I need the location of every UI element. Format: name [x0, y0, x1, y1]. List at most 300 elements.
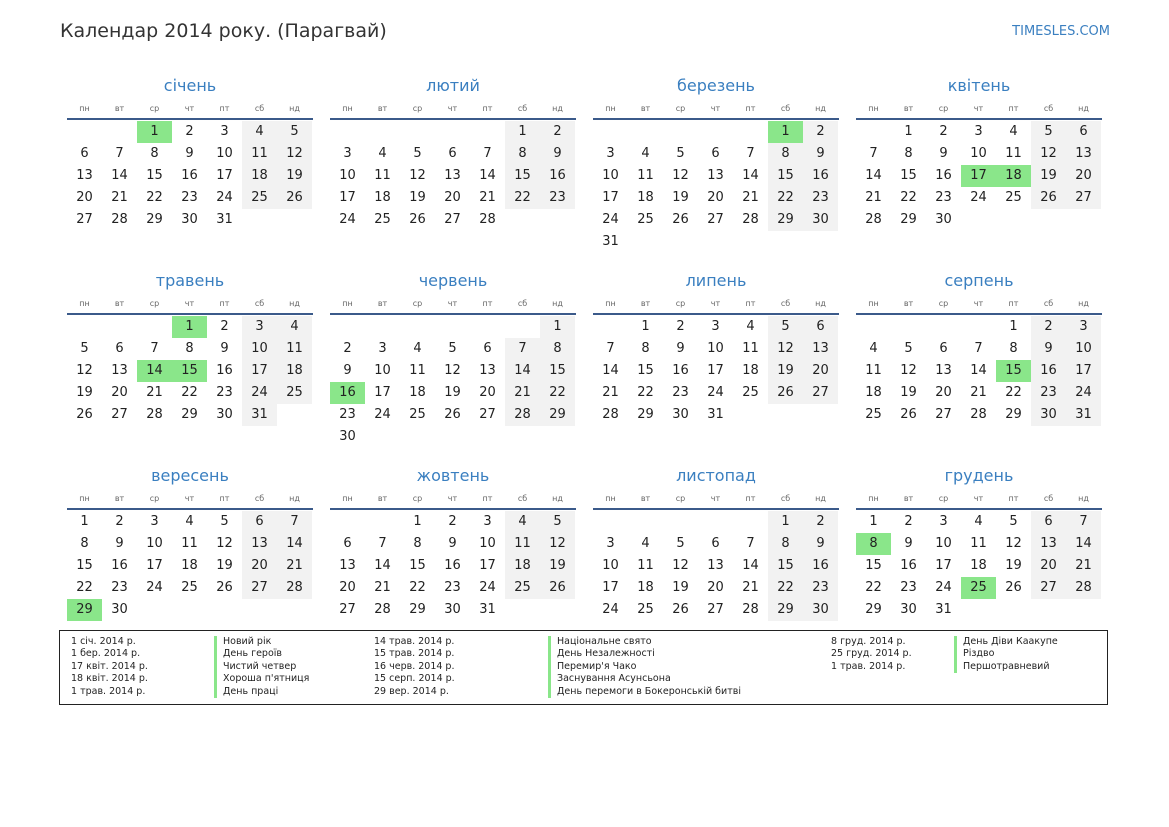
day-cell: 23 — [540, 187, 575, 209]
day-cell: 1 — [505, 121, 540, 143]
empty-cell — [470, 121, 505, 143]
month-2 — [330, 74, 576, 241]
weekday-label: чт — [973, 494, 984, 503]
day-cell: 12 — [216, 536, 233, 551]
day-cell: 4 — [746, 319, 755, 334]
day-cell: 14 — [602, 363, 619, 378]
day-cell: 5 — [768, 316, 803, 338]
day-cell: 23 — [216, 385, 233, 400]
weekday-label: вт — [114, 494, 125, 503]
day-cell: 10 — [602, 558, 619, 573]
day-cell: 28 — [742, 212, 759, 227]
day-cell: 14 — [865, 168, 882, 183]
day-cell: 19 — [540, 555, 575, 577]
day-cell: 18 — [277, 360, 312, 382]
empty-cell — [856, 121, 891, 143]
day-cell: 18 — [865, 385, 882, 400]
day-cell: 29 — [768, 599, 803, 621]
day-cell: 18 — [742, 363, 759, 378]
day-cell: 8 — [768, 533, 803, 555]
day-cell: 21 — [742, 580, 759, 595]
weekday-label: сб — [780, 494, 791, 503]
weekday-label: чт — [973, 299, 984, 308]
day-cell: 3 — [974, 124, 983, 139]
empty-cell — [330, 121, 365, 143]
day-cell: 3 — [150, 514, 159, 529]
legend-date: 1 бер. 2014 р. — [71, 648, 141, 660]
weekday-header — [593, 492, 839, 506]
day-cell: 18 — [374, 190, 391, 205]
day-cell: 4 — [641, 146, 650, 161]
weekday-label: ср — [675, 299, 686, 308]
header-divider — [593, 313, 839, 315]
weekday-label: ср — [412, 494, 423, 503]
day-cell: 19 — [277, 165, 312, 187]
day-cell: 4 — [277, 316, 312, 338]
day-cell: 22 — [409, 580, 426, 595]
day-cell: 9 — [939, 146, 948, 161]
day-cell: 19 — [216, 558, 233, 573]
weekday-label: пн — [342, 299, 353, 308]
weekday-label: вт — [640, 299, 651, 308]
legend-holiday-name: Заснування Асунсьона — [557, 673, 671, 685]
weekday-label: вт — [903, 104, 914, 113]
day-cell: 5 — [80, 341, 89, 356]
empty-cell — [628, 121, 663, 143]
day-cell: 21 — [111, 190, 128, 205]
day-cell: 6 — [939, 341, 948, 356]
day-cell: 31 — [935, 602, 952, 617]
day-cell: 27 — [444, 212, 461, 227]
empty-cell — [365, 121, 400, 143]
legend-dates-column — [831, 636, 971, 673]
weekday-label: нд — [289, 104, 300, 113]
day-cell: 20 — [444, 190, 461, 205]
header-divider — [593, 118, 839, 120]
header-divider — [330, 118, 576, 120]
day-cell: 29 — [865, 602, 882, 617]
month-7 — [593, 269, 839, 436]
day-cell: 6 — [80, 146, 89, 161]
day-cell: 13 — [479, 363, 496, 378]
day-cell: 24 — [146, 580, 163, 595]
month-name: січень — [163, 76, 217, 95]
day-cell: 12 — [1031, 143, 1066, 165]
weekday-label: нд — [289, 494, 300, 503]
day-cell: 14 — [479, 168, 496, 183]
day-cell: 6 — [1066, 121, 1101, 143]
month-name: квітень — [947, 76, 1011, 95]
day-cell: 16 — [900, 558, 917, 573]
day-cell: 1 — [768, 511, 803, 533]
day-cell: 21 — [742, 190, 759, 205]
legend-holiday-name: Чистий четвер — [223, 660, 297, 672]
day-cell: 19 — [900, 385, 917, 400]
month-name: травень — [155, 271, 225, 290]
weekday-label: пт — [1008, 299, 1019, 308]
legend-date: 17 квіт. 2014 р. — [71, 660, 148, 672]
day-cell: 15 — [146, 168, 163, 183]
day-cell: 20 — [339, 580, 356, 595]
day-cell: 23 — [1031, 382, 1066, 404]
header-divider — [330, 313, 576, 315]
day-cell: 11 — [637, 168, 654, 183]
day-grid — [330, 511, 576, 621]
day-cell: 7 — [746, 146, 755, 161]
day-cell: 15 — [76, 558, 93, 573]
day-cell: 23 — [111, 580, 128, 595]
day-cell: 17 — [146, 558, 163, 573]
day-grid — [593, 316, 839, 426]
legend-dates-column — [71, 636, 211, 698]
weekday-label: ср — [938, 104, 949, 113]
weekday-label: сб — [517, 104, 528, 113]
day-cell: 9 — [115, 536, 124, 551]
day-cell: 5 — [540, 511, 575, 533]
day-grid — [330, 316, 576, 448]
day-cell: 23 — [935, 190, 952, 205]
weekday-header — [67, 492, 313, 506]
weekday-label: пн — [605, 299, 616, 308]
weekday-label: вт — [640, 494, 651, 503]
empty-cell — [663, 121, 698, 143]
weekday-label: ср — [938, 494, 949, 503]
day-cell: 29 — [637, 407, 654, 422]
day-cell: 25 — [1005, 190, 1022, 205]
day-cell: 7 — [1066, 511, 1101, 533]
day-cell: 12 — [1005, 536, 1022, 551]
day-cell: 6 — [711, 146, 720, 161]
weekday-label: сб — [780, 299, 791, 308]
weekday-label: сб — [1043, 299, 1054, 308]
day-cell: 27 — [111, 407, 128, 422]
day-cell: 22 — [1005, 385, 1022, 400]
day-cell: 26 — [444, 407, 461, 422]
day-cell: 26 — [277, 187, 312, 209]
empty-cell — [102, 316, 137, 338]
day-grid — [330, 121, 576, 231]
day-cell: 29 — [540, 404, 575, 426]
day-cell: 20 — [935, 385, 952, 400]
empty-cell — [102, 121, 137, 143]
day-cell: 26 — [216, 580, 233, 595]
day-cell: 24 — [1066, 382, 1101, 404]
legend-holiday-name: День героїв — [223, 648, 283, 660]
day-cell: 29 — [768, 209, 803, 231]
day-cell: 17 — [602, 580, 619, 595]
day-cell: 27 — [707, 602, 724, 617]
day-cell: 11 — [409, 363, 426, 378]
weekday-label: вт — [114, 299, 125, 308]
day-cell: 2 — [803, 121, 838, 143]
legend-holiday-name: День Незалежності — [557, 648, 655, 660]
empty-cell — [137, 316, 172, 338]
empty-cell — [400, 121, 435, 143]
empty-cell — [593, 121, 628, 143]
day-cell: 5 — [1009, 514, 1018, 529]
legend-holiday-name: Національне свято — [557, 636, 652, 647]
day-cell: 11 — [505, 533, 540, 555]
day-cell: 14 — [1066, 533, 1101, 555]
weekday-label: вт — [640, 104, 651, 113]
day-cell: 12 — [672, 558, 689, 573]
day-cell: 26 — [76, 407, 93, 422]
day-cell: 18 — [970, 558, 987, 573]
day-cell: 16 — [181, 168, 198, 183]
day-cell: 14 — [505, 360, 540, 382]
day-cell: 3 — [378, 341, 387, 356]
weekday-header — [856, 492, 1102, 506]
day-cell: 7 — [378, 536, 387, 551]
month-3 — [593, 74, 839, 249]
day-cell: 6 — [483, 341, 492, 356]
month-11 — [593, 464, 839, 631]
day-grid — [67, 511, 313, 621]
empty-cell — [961, 316, 996, 338]
weekday-label: пн — [605, 494, 616, 503]
day-cell: 18 — [637, 190, 654, 205]
legend-holiday-name: Першотравневий — [963, 660, 1050, 672]
day-cell: 12 — [768, 338, 803, 360]
day-cell: 25 — [409, 407, 426, 422]
day-cell: 26 — [1031, 187, 1066, 209]
day-cell: 20 — [76, 190, 93, 205]
day-grid — [67, 121, 313, 231]
holiday-day: 29 — [67, 599, 102, 621]
empty-cell — [733, 511, 768, 533]
day-cell: 16 — [935, 168, 952, 183]
legend-date: 8 груд. 2014 р. — [831, 636, 906, 647]
page-title: Календар 2014 року. (Парагвай) — [60, 20, 387, 42]
day-cell: 6 — [803, 316, 838, 338]
day-cell: 9 — [803, 143, 838, 165]
empty-cell — [365, 511, 400, 533]
day-cell: 28 — [970, 407, 987, 422]
weekday-label: чт — [184, 299, 195, 308]
weekday-label: вт — [903, 494, 914, 503]
day-grid — [856, 316, 1102, 426]
day-cell: 11 — [865, 363, 882, 378]
header-divider — [856, 313, 1102, 315]
day-cell: 22 — [865, 580, 882, 595]
holiday-day: 1 — [172, 316, 207, 338]
day-cell: 28 — [111, 212, 128, 227]
weekday-label: пт — [219, 494, 230, 503]
empty-cell — [330, 511, 365, 533]
day-cell: 6 — [1031, 511, 1066, 533]
day-cell: 12 — [900, 363, 917, 378]
day-cell: 24 — [339, 212, 356, 227]
day-cell: 20 — [1031, 555, 1066, 577]
day-cell: 9 — [1031, 338, 1066, 360]
weekday-label: ср — [675, 494, 686, 503]
legend-holiday-name: Хороша п'ятниця — [223, 673, 310, 685]
day-cell: 15 — [768, 165, 803, 187]
day-cell: 16 — [444, 558, 461, 573]
day-cell: 9 — [803, 533, 838, 555]
day-cell: 22 — [540, 382, 575, 404]
day-cell: 30 — [111, 602, 128, 617]
day-cell: 3 — [606, 146, 615, 161]
day-cell: 28 — [602, 407, 619, 422]
weekday-header — [330, 492, 576, 506]
day-cell: 25 — [637, 602, 654, 617]
day-cell: 17 — [216, 168, 233, 183]
empty-cell — [628, 511, 663, 533]
day-cell: 12 — [277, 143, 312, 165]
day-cell: 16 — [672, 363, 689, 378]
weekday-label: сб — [1043, 104, 1054, 113]
empty-cell — [470, 316, 505, 338]
day-cell: 22 — [76, 580, 93, 595]
day-cell: 7 — [115, 146, 124, 161]
day-cell: 6 — [343, 536, 352, 551]
day-cell: 15 — [505, 165, 540, 187]
weekday-header — [67, 297, 313, 311]
weekday-label: пн — [79, 299, 90, 308]
day-cell: 21 — [374, 580, 391, 595]
day-cell: 5 — [676, 536, 685, 551]
day-cell: 18 — [242, 165, 277, 187]
month-name: лютий — [426, 76, 480, 95]
empty-cell — [67, 316, 102, 338]
day-cell: 3 — [343, 146, 352, 161]
day-cell: 25 — [505, 577, 540, 599]
day-cell: 16 — [540, 165, 575, 187]
day-cell: 29 — [409, 602, 426, 617]
empty-cell — [891, 316, 926, 338]
day-cell: 19 — [672, 580, 689, 595]
weekday-label: пт — [482, 299, 493, 308]
day-cell: 24 — [374, 407, 391, 422]
day-cell: 22 — [505, 187, 540, 209]
day-cell: 22 — [637, 385, 654, 400]
month-12 — [856, 464, 1102, 631]
day-cell: 11 — [277, 338, 312, 360]
day-cell: 16 — [803, 165, 838, 187]
day-cell: 17 — [374, 385, 391, 400]
weekday-label: пн — [868, 299, 879, 308]
header-divider — [330, 508, 576, 510]
weekday-label: пт — [482, 494, 493, 503]
day-cell: 15 — [865, 558, 882, 573]
weekday-label: ср — [412, 299, 423, 308]
day-cell: 2 — [540, 121, 575, 143]
day-cell: 5 — [1031, 121, 1066, 143]
day-cell: 26 — [672, 212, 689, 227]
day-cell: 7 — [150, 341, 159, 356]
day-cell: 21 — [1066, 555, 1101, 577]
day-cell: 5 — [448, 341, 457, 356]
empty-cell — [593, 511, 628, 533]
month-name: березень — [677, 76, 755, 95]
day-cell: 2 — [343, 341, 352, 356]
day-cell: 12 — [409, 168, 426, 183]
day-cell: 25 — [374, 212, 391, 227]
weekday-label: сб — [254, 104, 265, 113]
day-cell: 10 — [242, 338, 277, 360]
day-cell: 13 — [707, 558, 724, 573]
day-cell: 10 — [479, 536, 496, 551]
weekday-label: чт — [447, 494, 458, 503]
day-cell: 2 — [448, 514, 457, 529]
day-cell: 28 — [374, 602, 391, 617]
day-cell: 28 — [1066, 577, 1101, 599]
day-cell: 31 — [707, 407, 724, 422]
day-cell: 4 — [378, 146, 387, 161]
day-cell: 1 — [540, 316, 575, 338]
day-cell: 8 — [185, 341, 194, 356]
day-cell: 13 — [1031, 533, 1066, 555]
day-cell: 4 — [413, 341, 422, 356]
day-cell: 28 — [277, 577, 312, 599]
holiday-day: 8 — [856, 533, 891, 555]
day-cell: 27 — [803, 382, 838, 404]
day-grid — [856, 121, 1102, 231]
day-cell: 1 — [1009, 319, 1018, 334]
day-cell: 7 — [505, 338, 540, 360]
legend-names-column — [214, 636, 309, 698]
weekday-label: пт — [1008, 494, 1019, 503]
site-link[interactable]: TIMESLES.COM — [1012, 24, 1110, 39]
weekday-label: пн — [342, 104, 353, 113]
day-cell: 2 — [185, 124, 194, 139]
header-divider — [856, 118, 1102, 120]
day-cell: 2 — [939, 124, 948, 139]
day-cell: 5 — [220, 514, 229, 529]
weekday-label: нд — [552, 299, 563, 308]
day-cell: 4 — [641, 536, 650, 551]
weekday-label: нд — [815, 299, 826, 308]
day-cell: 12 — [672, 168, 689, 183]
holiday-day: 14 — [137, 360, 172, 382]
day-cell: 2 — [676, 319, 685, 334]
day-cell: 7 — [746, 536, 755, 551]
month-name: серпень — [944, 271, 1014, 290]
day-cell: 31 — [216, 212, 233, 227]
weekday-label: нд — [552, 104, 563, 113]
day-cell: 9 — [220, 341, 229, 356]
day-cell: 8 — [1009, 341, 1018, 356]
day-cell: 24 — [602, 602, 619, 617]
day-cell: 16 — [803, 555, 838, 577]
day-cell: 2 — [904, 514, 913, 529]
weekday-label: вт — [377, 299, 388, 308]
day-cell: 17 — [935, 558, 952, 573]
weekday-label: сб — [517, 494, 528, 503]
day-cell: 1 — [641, 319, 650, 334]
day-cell: 30 — [216, 407, 233, 422]
day-cell: 4 — [974, 514, 983, 529]
day-cell: 14 — [742, 168, 759, 183]
day-cell: 19 — [444, 385, 461, 400]
day-grid — [67, 316, 313, 426]
weekday-header — [856, 102, 1102, 116]
day-cell: 19 — [1031, 165, 1066, 187]
day-cell: 27 — [76, 212, 93, 227]
month-4 — [856, 74, 1102, 241]
empty-cell — [435, 121, 470, 143]
day-cell: 31 — [479, 602, 496, 617]
weekday-label: нд — [1078, 494, 1089, 503]
empty-cell — [365, 316, 400, 338]
holiday-day: 25 — [961, 577, 996, 599]
weekday-label: чт — [710, 299, 721, 308]
day-cell: 3 — [939, 514, 948, 529]
day-cell: 19 — [76, 385, 93, 400]
day-cell: 24 — [970, 190, 987, 205]
day-cell: 25 — [277, 382, 312, 404]
